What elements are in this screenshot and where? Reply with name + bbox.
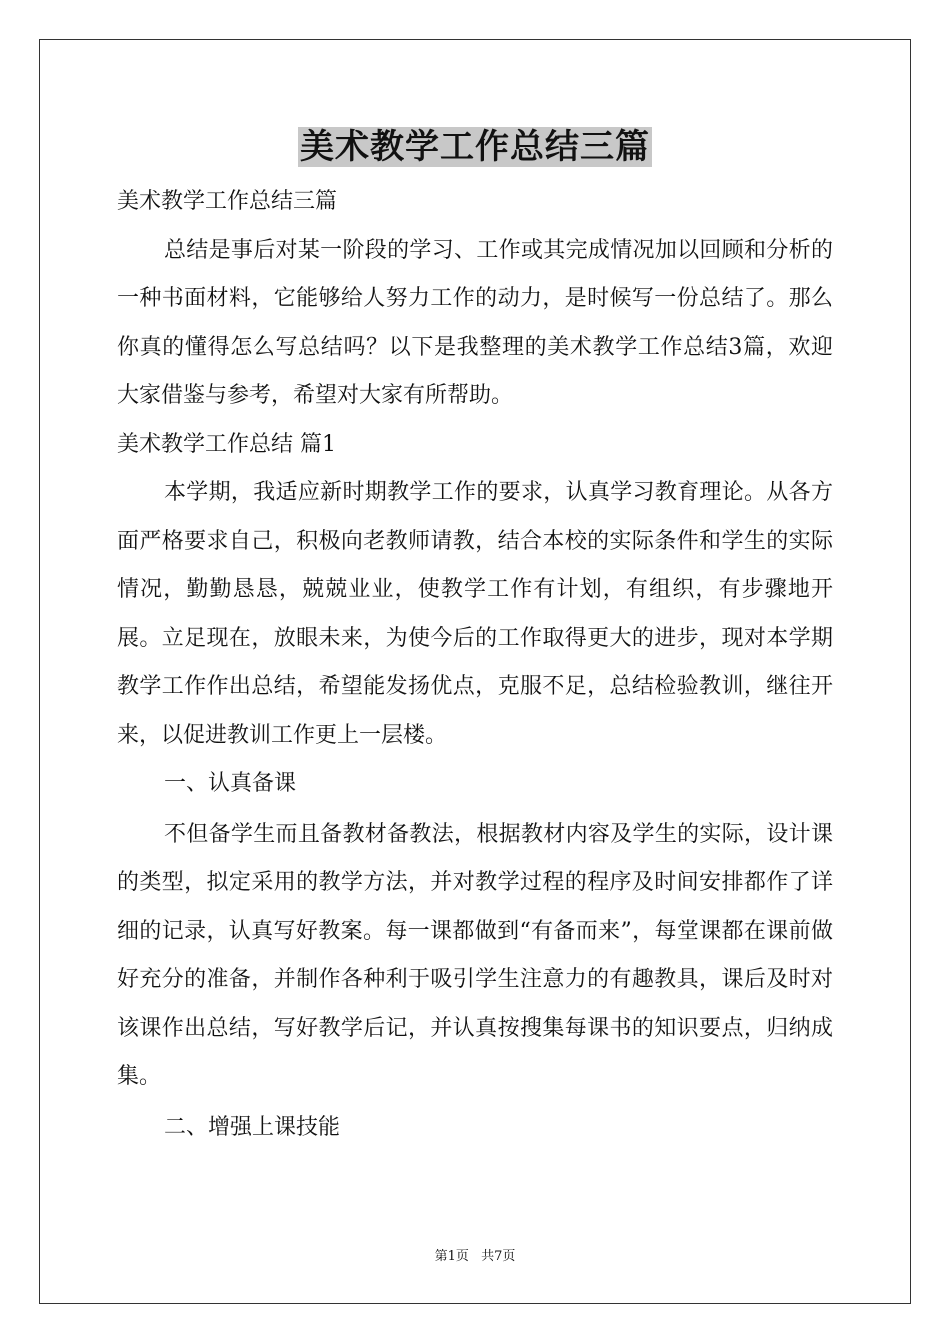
document-subtitle: 美术教学工作总结三篇 — [117, 189, 338, 214]
item-heading-2: 二、增强上课技能 — [164, 1114, 341, 1140]
page-footer — [0, 1248, 950, 1266]
page-total: 共7页 — [481, 1249, 516, 1264]
item-paragraph-1: 不但备学生而且备教材备教法，根据教材内容及学生的实际，设计课的类型，拟定采用的教学方法，并对教学过程的程序及时间安排都作了详细的记录，认真写好教案。每一课都做到“有备而来”，每堂课都在课前做好充分的准备，并制作各种利于吸引学生注意力的有趣教具，课后及时对该课作出总结，写好教学后记，并认真按搜集每课书的知识要点，归纳成集。 — [117, 821, 833, 1089]
intro-paragraph: 总结是事后对某一阶段的学习、工作或其完成情况加以回顾和分析的一种书面材料，它能够给人努力工作的动力，是时候写一份总结了。那么你真的懂得怎么写总结吗？以下是我整理的美术教学工作总结3篇，欢迎大家借鉴与参考，希望对大家有所帮助。 — [117, 237, 833, 408]
section-paragraph: 本学期，我适应新时期教学工作的要求，认真学习教育理论。从各方面严格要求自己，积极向老教师请教，结合本校的实际条件和学生的实际情况，勤勤恳恳，兢兢业业，使教学工作有计划，有组织，有步骤地开展。立足现在，放眼未来，为使今后的工作取得更大的进步，现对本学期教学工作作出总结，希望能发扬优点，克服不足，总结检验教训，继往开来，以促进教训工作更上一层楼。 — [117, 480, 833, 748]
page-number: 第1页 — [434, 1249, 469, 1264]
title-container — [0, 127, 950, 167]
document-title: 美术教学工作总结三篇 — [300, 127, 650, 167]
item-heading-1: 一、认真备课 — [164, 771, 297, 796]
section-heading: 美术教学工作总结 篇1 — [117, 431, 336, 457]
document-body — [117, 178, 833, 1152]
